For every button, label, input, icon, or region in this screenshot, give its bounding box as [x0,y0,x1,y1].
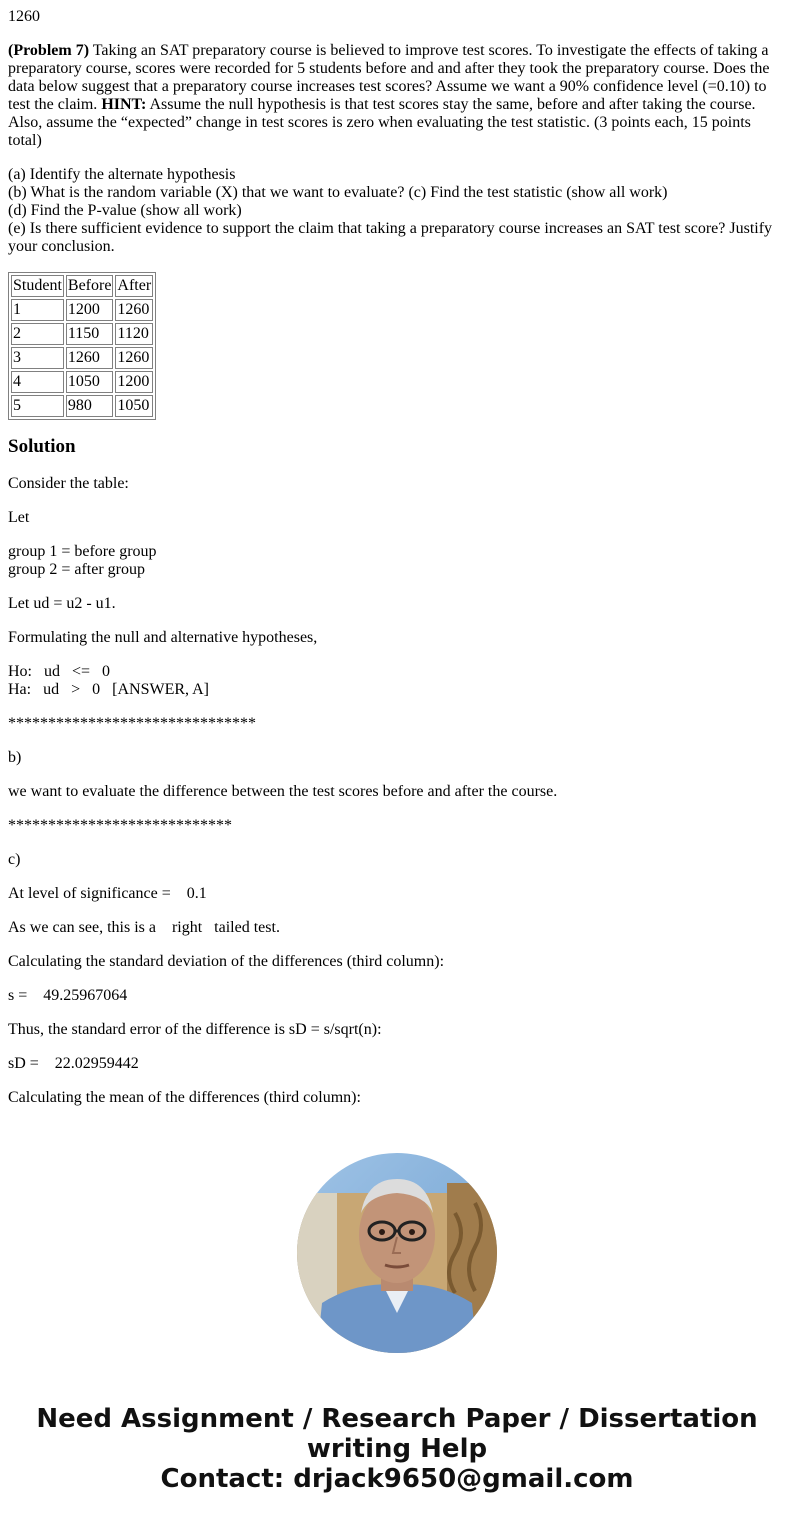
calc-sd-text: Calculating the standard deviation of the differences (third column): [8,953,445,970]
table-cell: 1200 [66,299,114,321]
table-row [11,395,153,417]
group-1-definition: group 1 = before group [8,543,157,560]
s-value: s = 49.25967064 [8,987,128,1004]
part-e: (e) Is there sufficient evidence to support the claim that taking a preparatory course increases an SAT test score? Justify your conclusion. [8,220,773,255]
solution-heading: Solution [8,436,76,457]
solution-formulating: Formulating the null and alternative hypotheses, [8,629,318,646]
table-cell: 1200 [115,371,153,393]
solution-groups [8,543,786,579]
table-cell: 1 [11,299,64,321]
table-cell: 1120 [115,323,153,345]
question-parts [8,166,786,256]
solution-hypotheses [8,663,786,699]
table-header-cell: Before [66,275,114,297]
sd-value: sD = 22.02959442 [8,1055,139,1072]
part-b-answer: we want to evaluate the difference between the test scores before and after the course. [8,783,558,800]
banner-line-1: Need Assignment / Research Paper / Dissertation [36,1404,758,1434]
table-cell: 1050 [66,371,114,393]
separator-stars: **************************** [8,817,232,834]
table-cell: 1050 [115,395,153,417]
solution-let-ud: Let ud = u2 - u1. [8,595,116,612]
problem-label: (Problem 7) [8,42,90,59]
table-row [11,323,153,345]
table-cell: 2 [11,323,64,345]
part-d: (d) Find the P-value (show all work) [8,202,242,219]
table-header-cell: Student [11,275,64,297]
solution-consider: Consider the table: [8,475,129,492]
banner-contact: Contact: drjack9650@gmail.com [160,1464,634,1494]
table-cell: 980 [66,395,114,417]
problem-text: Taking an SAT preparatory course is believed to improve test scores. To investigate the effects of taking a preparatory course, scores were recorded for 5 students before and and after they took the preparatory course. Does the data below suggest that a preparatory course increases test scores? Assume we want a 90% confidence level (=0.10) to test the claim. [8,42,770,113]
table-cell: 3 [11,347,64,369]
group-2-definition: group 2 = after group [8,561,145,578]
table-header-row [11,275,153,297]
table-cell: 1150 [66,323,114,345]
table-cell: 1260 [115,299,153,321]
alternative-hypothesis: Ha: ud > 0 [ANSWER, A] [8,681,210,698]
table-cell: 1260 [115,347,153,369]
part-b-c: (b) What is the random variable (X) that we want to evaluate? (c) Find the test statistic (show all work) [8,184,668,201]
avatar [297,1153,497,1353]
table-row [11,371,153,393]
hint-label: HINT: [101,96,147,113]
table-row [11,347,153,369]
tail-statement: As we can see, this is a right tailed test. [8,919,280,936]
avatar-photo [297,1153,497,1353]
scores-table [8,272,156,420]
table-cell: 5 [11,395,64,417]
null-hypothesis: Ho: ud <= 0 [8,663,111,680]
table-row [11,299,153,321]
hint-text: Assume the null hypothesis is that test scores stay the same, before and after taking the course. Also, assume the “expected” change in test scores is zero when evaluating the test statistic. (3 points each, 15 points total) [8,96,756,149]
part-c-label: c) [8,851,21,868]
part-a: (a) Identify the alternate hypothesis [8,166,236,183]
table-header-cell: After [115,275,153,297]
standard-error-text: Thus, the standard error of the difference is sD = s/sqrt(n): [8,1021,382,1038]
problem-statement [8,42,786,150]
header-number: 1260 [8,8,40,25]
table-cell: 1260 [66,347,114,369]
table-cell: 4 [11,371,64,393]
banner-line-2: writing Help [306,1434,488,1464]
separator-stars: ******************************* [8,715,256,732]
calc-mean-text: Calculating the mean of the differences (third column): [8,1089,361,1106]
part-b-label: b) [8,749,22,766]
significance-level: At level of significance = 0.1 [8,885,207,902]
solution-let: Let [8,509,30,526]
promo-banner [0,1404,794,1494]
